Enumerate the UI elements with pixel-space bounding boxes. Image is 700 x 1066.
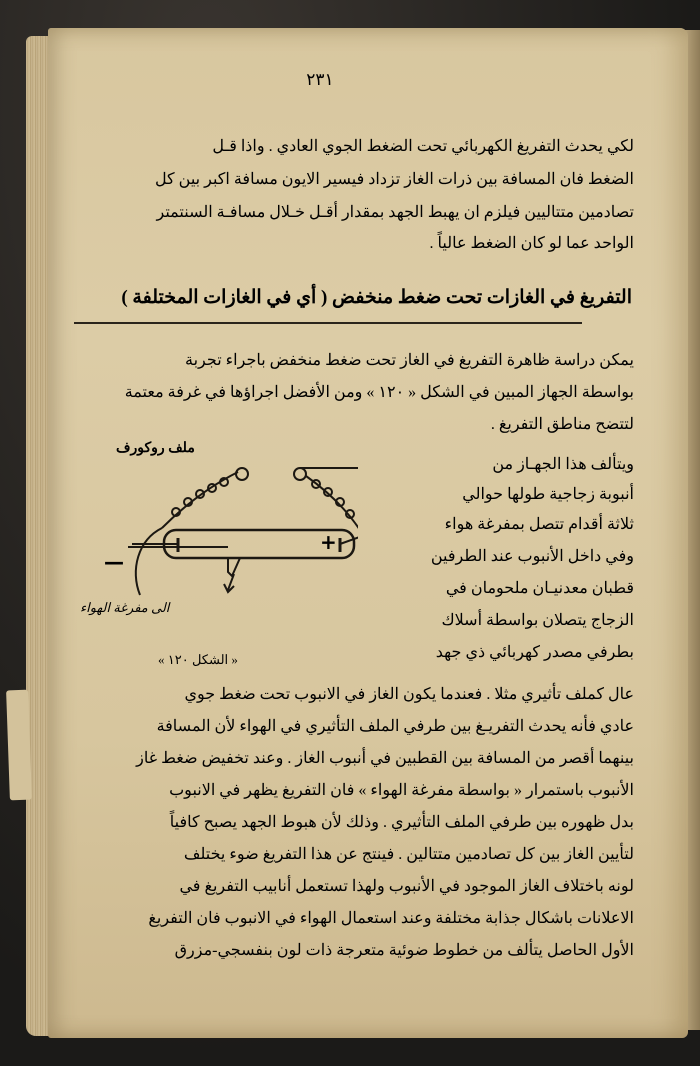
- plus-terminal-label: +: [320, 530, 337, 554]
- text-line: بدل ظهوره بين طرفي الملف التأثيري . وذلك لأن هبوط الجهد يصبح كافياً: [169, 814, 634, 831]
- text-line: عال كملف تأثيري مثلا . فعندما يكون الغاز في الانبوب تحت ضغط جوي: [184, 686, 634, 703]
- text-line: لونه باختلاف الغاز الموجود في الأنبوب ولهذا تستعمل أنابيب التفريغ في: [179, 878, 634, 895]
- text-line: ويتألف هذا الجهـاز من: [492, 456, 634, 473]
- text-line: وفي داخل الأنبوب عند الطرفين: [430, 548, 634, 565]
- text-line: الواحد عما لو كان الضغط عالياً .: [429, 235, 634, 252]
- text-line: لتتضح مناطق التفريغ .: [490, 416, 634, 433]
- section-heading: التفريغ في الغازات تحت ضغط منخفض ( أي في الغازات المختلفة ): [121, 287, 632, 308]
- paper-tab: [6, 690, 32, 801]
- text-line: لتأيين الغاز بين كل تصادمين متتالين . فينتج عن هذا التفريغ ضوء يختلف: [183, 846, 634, 863]
- text-line: الاعلانات باشكال جذابة مختلفة وعند استعمال الهواء في الانبوب فان التفريغ: [148, 910, 634, 927]
- text-line: بطرفي مصدر كهربائي ذي جهد: [435, 644, 634, 661]
- text-line: يمكن دراسة ظاهرة التفريغ في الغاز تحت ضغط منخفض باجراء تجربة: [185, 352, 634, 369]
- text-line: عادي فأنه يحدث التفريـغ بين طرفي الملف التأثيري في الهواء لأن المسافة: [156, 718, 634, 735]
- text-line: الضغط فان المسافة بين ذرات الغاز تزداد فيسير الايون مسافة اكبر بين كل: [154, 171, 634, 188]
- page-number: ٢٣١: [306, 70, 334, 89]
- text-line: بواسطة الجهاز المبين في الشكل « ١٢٠ » ومن الأفضل اجراؤها في غرفة معتمة: [124, 384, 634, 401]
- figure-caption: « الشكل ١٢٠ »: [158, 652, 238, 667]
- text-line: الزجاج يتصلان بواسطة أسلاك: [441, 612, 634, 629]
- text-line: تصادمين متتاليين فيلزم ان يهبط الجهد بمقدار أقـل خـلال مسافـة السنتمتر: [156, 204, 634, 221]
- figure-label-coil: ملف روكورف: [116, 441, 195, 456]
- text-line: ثلاثة أقدام تتصل بمفرغة هواء: [444, 516, 634, 533]
- text-line: الأنبوب باستمرار « بواسطة مفرغة الهواء » فان التفريغ يظهر في الانبوب: [169, 782, 634, 799]
- text-line: لكي يحدث التفريغ الكهربائي تحت الضغط الجوي العادي . واذا قـل: [212, 138, 634, 155]
- text-line: أنبوبة زجاجية طولها حوالي: [462, 486, 634, 503]
- heading-underline: [74, 322, 582, 324]
- text-line: قطبان معدنيـان ملحومان في: [445, 580, 634, 597]
- figure-label-pump: الى مفرغة الهواء: [80, 600, 170, 615]
- minus-terminal-label: —: [104, 550, 124, 574]
- text-line: بينهما أقصر من المسافة بين القطبين في أنبوب الغاز . وعند تخفيض ضغط غاز: [136, 750, 634, 767]
- text-line: الأول الحاصل يتألف من خطوط ضوئية متعرجة ذات لون بنفسجي-مزرق: [174, 942, 634, 959]
